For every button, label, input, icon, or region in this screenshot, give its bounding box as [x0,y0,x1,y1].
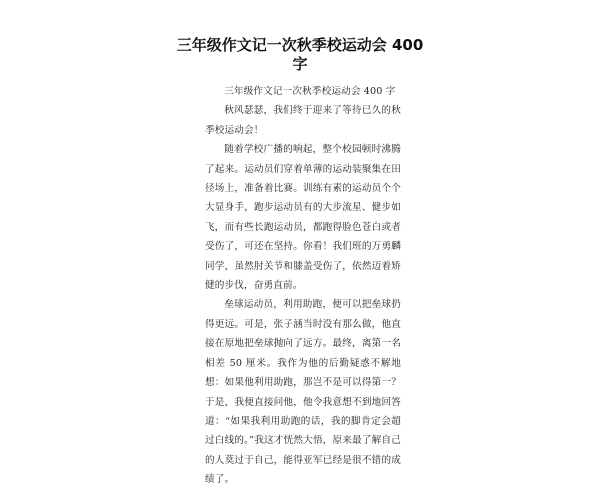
body-paragraph: 随着学校广播的响起，整个校园顿时沸腾了起来。运动员们穿着单薄的运动装聚集在田径场上，准备着比赛。训练有素的运动员个个大显身手，跑步运动员有的大步流星、健步如飞，而有些长跑运动员，都跑得脸色苍白或者受伤了，可还在坚持。你看！我们班的万勇麟同学，虽然肘关节和膝盖受伤了，依然迈着矫健的步伐，奋勇直前。 [205,144,401,292]
body-paragraph: 秋风瑟瑟，我们终于迎来了等待已久的秋季校运动会！ [205,105,401,136]
document-title: 三年级作文记一次秋季校运动会 400 字 [176,36,424,73]
body-paragraph: 三年级作文记一次秋季校运动会 400 字 [224,86,396,97]
document-body [205,82,401,490]
body-paragraph: 垒球运动员，利用助跑，便可以把垒球扔得更远。可是，张子涵当时没有那么做，他直接在原地把垒球抛向了远方。最终，离第一名相差 50 厘米。我作为他的后勤疑惑不解地想：如果他利用助跑，那岂不是可以得第一？于是，我便直接问他，他令我意想不到地回答道：“如果我利用助跑的话，我的脚肯定会超过白线的。”我这才恍然大悟，原来最了解自己的人莫过于自己，能得亚军已经是很不错的成绩了。 [205,299,401,486]
